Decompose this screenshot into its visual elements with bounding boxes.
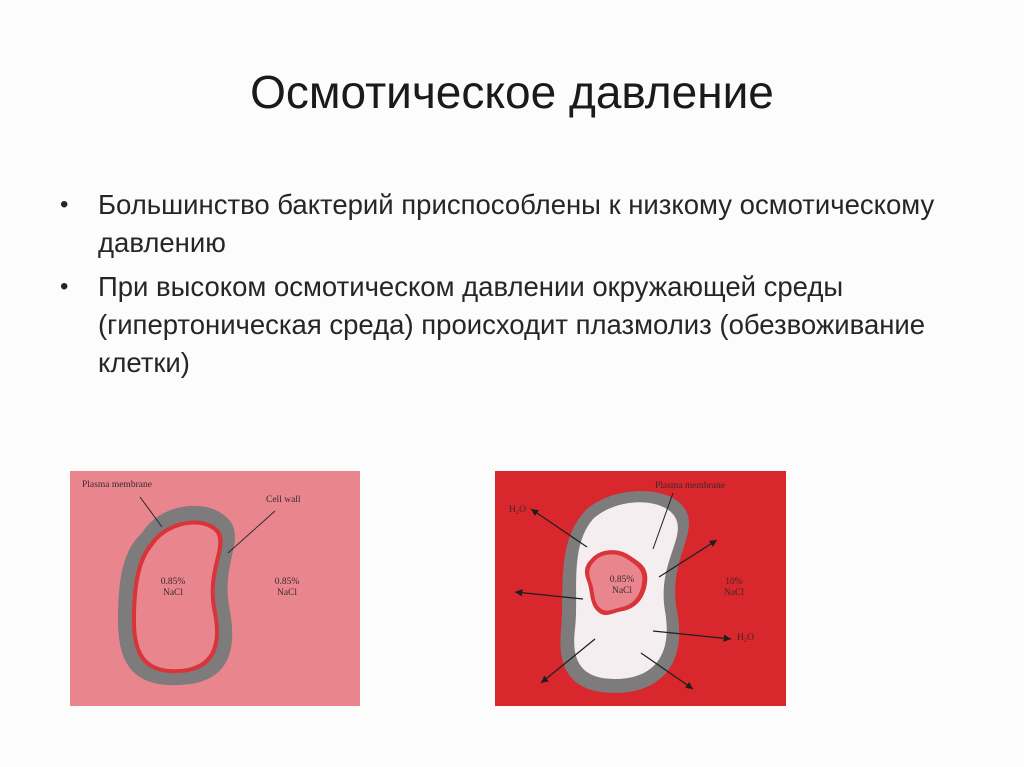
inside-concentration: 0.85% — [160, 577, 186, 587]
hypertonic-cell-diagram — [495, 471, 786, 706]
water-label-right: H₂O — [737, 633, 755, 643]
outside-concentration: 10% — [725, 577, 743, 587]
outside-concentration: 0.85% — [274, 577, 300, 587]
bullet-item — [60, 186, 990, 262]
outside-salt: NaCl — [723, 588, 745, 598]
inside-salt: NaCl — [162, 588, 184, 598]
membrane-label: Plasma membrane — [655, 481, 725, 491]
slide-title: Осмотическое давление — [250, 66, 774, 118]
wall-label: Cell wall — [266, 495, 301, 505]
bullet-text: Большинство бактерий приспособлены к низкому осмотическому давлению — [98, 189, 935, 258]
membrane-label: Plasma membrane — [82, 480, 152, 490]
inside-salt: NaCl — [611, 586, 633, 596]
water-label-top: H₂O — [509, 505, 527, 515]
isotonic-cell-illustration — [70, 471, 360, 706]
bullet-list — [60, 186, 990, 388]
bullet-text: При высоком осмотическом давлении окружающей среды (гипертоническая среда) происходит плазмолиз (обезвоживание клетки) — [98, 271, 926, 378]
wall-leader-line — [228, 511, 275, 553]
outside-salt: NaCl — [276, 588, 298, 598]
bullet-icon: • — [60, 191, 69, 218]
inside-concentration: 0.85% — [609, 575, 635, 585]
bullet-item — [60, 268, 990, 382]
bullet-icon: • — [60, 273, 69, 300]
isotonic-cell-diagram — [70, 471, 360, 706]
